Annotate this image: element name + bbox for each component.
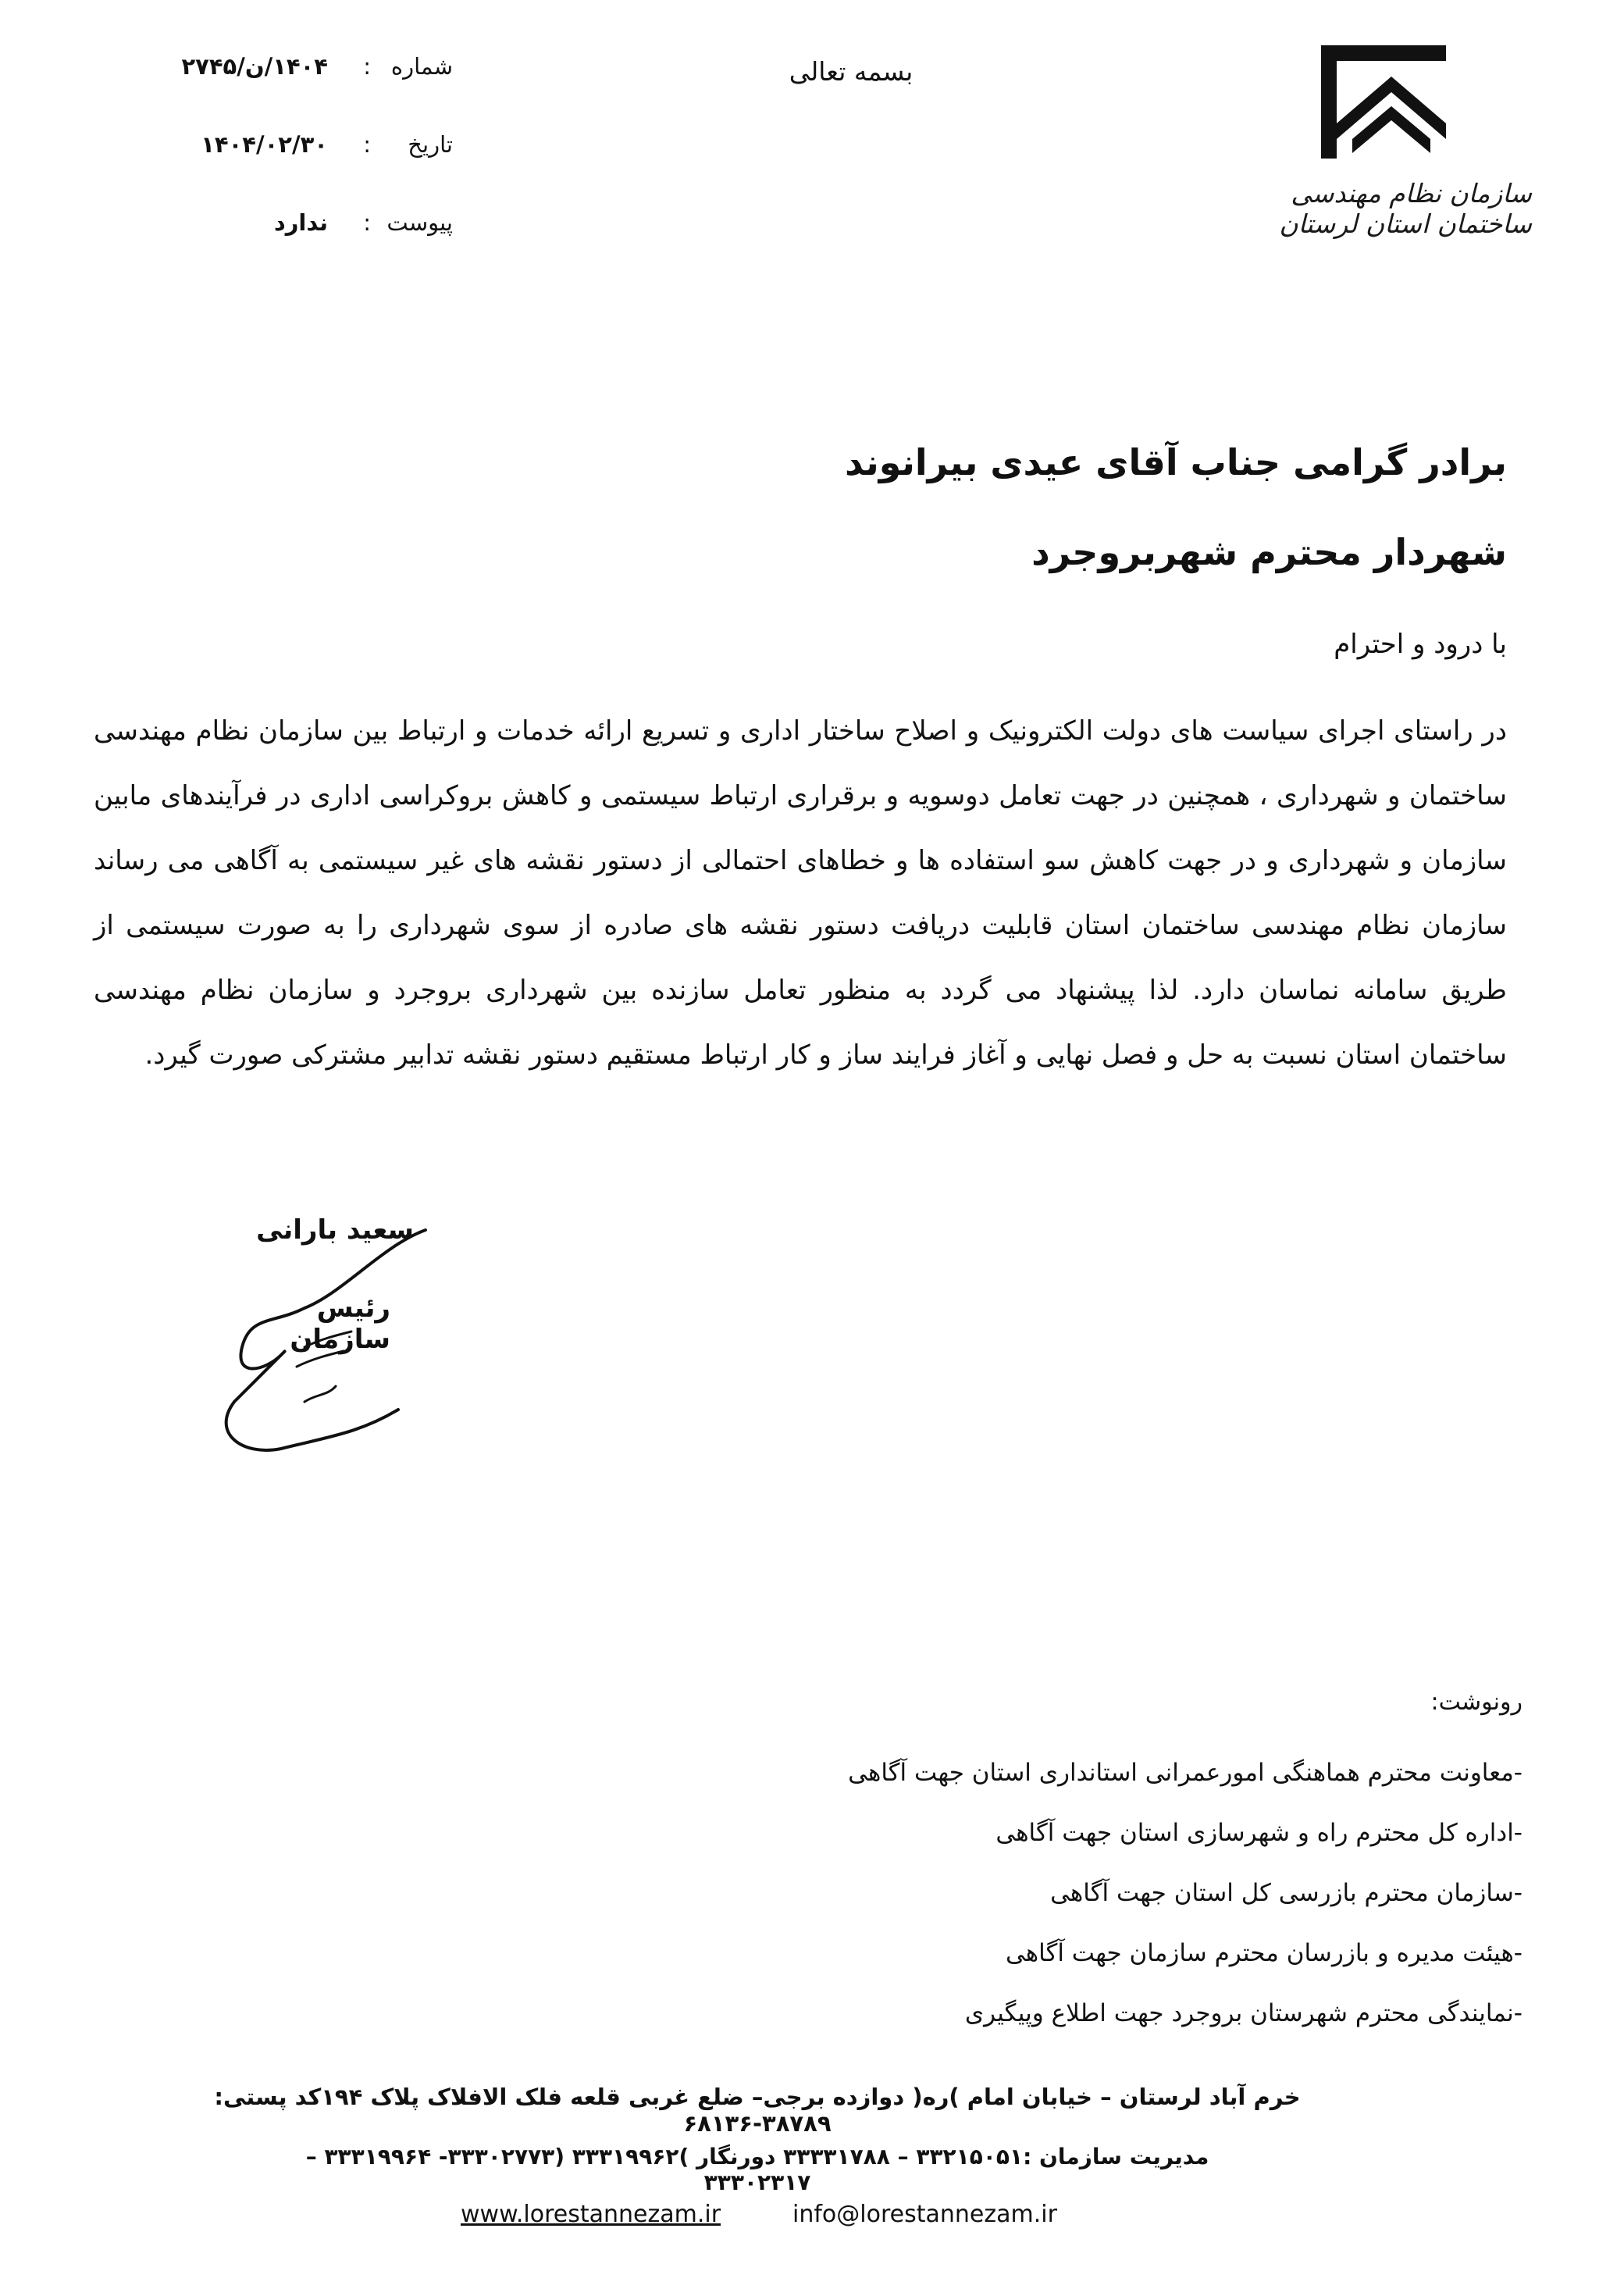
letter-number-label: شماره	[390, 53, 453, 80]
cc-list	[351, 1743, 1522, 2044]
cc-item: -سازمان محترم بازرسی کل استان جهت آگاهی	[1050, 1879, 1522, 1907]
letter-date-label: تاریخ	[408, 131, 453, 158]
colon: :	[363, 53, 371, 80]
colon: :	[363, 209, 371, 236]
org-logo	[1227, 37, 1532, 239]
colon: :	[363, 131, 371, 158]
addressee-name: برادر گرامی جناب آقای عیدی بیرانوند	[844, 441, 1507, 483]
letter-number-value: ۱۴۰۴/ن/۲۷۴۵	[181, 53, 328, 80]
cc-item: -هیئت مدیره و بازرسان محترم سازمان جهت آگاهی	[1005, 1939, 1522, 1967]
basmala-heading: بسمه تعالی	[789, 56, 914, 87]
footer-website-link[interactable]: www.lorestannezam.ir	[461, 2201, 721, 2228]
letter-attachment-row	[141, 209, 453, 256]
letter-date-row	[141, 131, 453, 178]
cc-item: -نمایندگی محترم شهرستان بروجرد جهت اطلاع وپیگیری	[964, 1999, 1522, 2027]
footer-email-link[interactable]: info@lorestannezam.ir	[792, 2201, 1057, 2228]
letter-attachment-value: ندارد	[273, 209, 328, 236]
footer-address: خرم آباد لرستان – خیابان امام )ره( دوازده برجی– ضلع غربی قلعه فلک الافلاک پلاک ۱۹۴کد پستی: ۳۸۷۸۹-۶۸۱۳۶	[214, 2084, 1301, 2137]
letter-attachment-label: پیوست	[386, 209, 453, 236]
signer-name: سعید بارانی	[256, 1214, 414, 1246]
footer-phones: مدیریت سازمان :۳۳۲۱۵۰۵۱ – ۳۳۳۳۱۷۸۸ دورنگار )۳۳۳۱۹۹۶۲ (۳۳۳۰۲۷۷۳- ۳۳۳۱۹۹۶۴ – ۳۳۳۰۲۳۱۷	[305, 2144, 1209, 2195]
cc-heading: رونوشت:	[1430, 1688, 1522, 1716]
greeting: با درود و احترام	[1334, 629, 1507, 660]
signer-title: رئیس سازمان	[290, 1292, 390, 1355]
addressee-title: شهردار محترم شهربروجرد	[1031, 531, 1507, 573]
letter-body: در راستای اجرای سیاست های دولت الکترونیک و اصلاح ساختار اداری و تسریع ارائه خدمات و ارتباط بین سازمان نظام مهندسی ساختمان و شهرداری ، همچنین در جهت تعامل دوسویه و برقراری ارتباط سیستمی و کاهش بروکراسی اداری در فرآیندهای مابین سازمان و شهرداری و در جهت کاهش سو استفاده ها و خطاهای احتمالی از دستور نقشه های غیر سیستمی به آگاهی می رساند سازمان نظام مهندسی ساختمان استان قابلیت دریافت دستور نقشه های صادره از سوی شهرداری را به صورت سیستمی از طریق سامانه نماسان دارد. لذا پیشنهاد می گردد به منظور تعامل سازنده بین شهرداری بروجرد و سازمان نظام مهندسی ساختمان استان نسبت به حل و فصل نهایی و آغاز فرایند ساز و کار ارتباط مستقیم دستور نقشه تدابیر مشترکی صورت گیرد.	[94, 715, 1507, 1071]
organization-name: سازمان نظام مهندسی ساختمان استان لرستان	[1279, 178, 1532, 239]
letter-date-value: ۱۴۰۴/۰۲/۳۰	[201, 131, 328, 158]
cc-item: -اداره کل محترم راه و شهرسازی استان جهت آگاهی	[995, 1819, 1522, 1847]
letter-number-row	[141, 53, 453, 100]
cc-item: -معاونت محترم هماهنگی امورعمرانی استانداری استان جهت آگاهی	[848, 1759, 1522, 1787]
stylized-roof-logo-icon	[1305, 37, 1462, 170]
